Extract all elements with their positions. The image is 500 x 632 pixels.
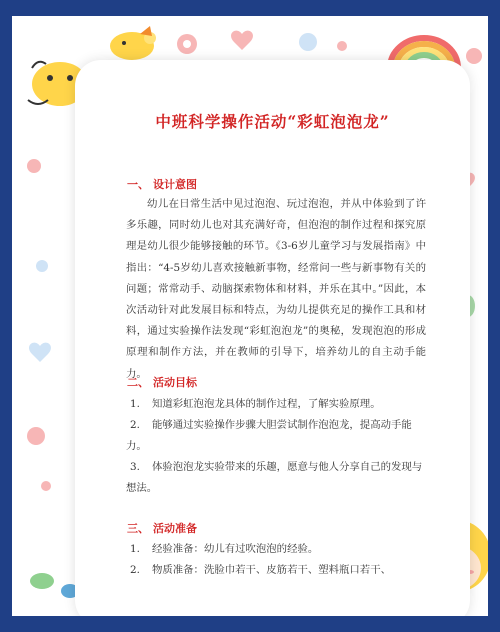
list-text: 物质准备：洗脸巾若干、皮筋若干、塑料瓶口若干、	[152, 564, 391, 576]
decorated-paper	[12, 16, 488, 616]
list-item	[126, 457, 426, 499]
design-intent-paragraph: 幼儿在日常生活中见过泡泡、玩过泡泡，并从中体验到了许多乐趣，同时幼儿也对其充满好奇，但泡泡的制作过程和探究原理是幼儿很少能够接触的环节。《3-6岁儿童学习与发展指南》中指出：“4-5岁幼儿喜欢接触新事物，经常问一些与新事物有关的问题；常常动手、动脑探索物体和材料，并乐在其中。”因此，本次活动针对此发展目标和特点，为幼儿提供充足的操作工具和材料，通过实验操作法发现“彩虹泡泡龙”的奥秘，发现泡泡的形成原理和制作方法，并在教师的引导下，培养幼儿的自主动手能力。	[126, 198, 426, 380]
section-heading-activity-goals	[127, 374, 197, 390]
section-heading-design-intent	[127, 176, 197, 192]
content-card	[75, 60, 470, 616]
section-title: 活动准备	[153, 522, 197, 535]
list-text: 能够通过实验操作步骤大胆尝试制作泡泡龙，提高动手能力。	[126, 419, 412, 453]
page-title: 中班科学操作活动“彩虹泡泡龙”	[155, 112, 390, 131]
list-number: 2.	[130, 564, 140, 576]
section-number: 一、	[127, 178, 149, 191]
duck-decoration	[110, 26, 156, 60]
section-number: 二、	[127, 376, 149, 389]
section-heading-activity-prep	[127, 520, 197, 536]
section-title: 活动目标	[153, 376, 197, 389]
list-number: 1.	[130, 543, 140, 555]
list-text: 体验泡泡龙实验带来的乐趣，愿意与他人分享自己的发现与想法。	[126, 461, 423, 495]
section-title: 设计意图	[153, 178, 197, 191]
list-text: 经验准备：幼儿有过吹泡泡的经验。	[152, 543, 319, 555]
heart-decoration	[231, 31, 253, 50]
list-number: 1.	[130, 398, 140, 410]
section-number: 三、	[127, 522, 149, 535]
list-item	[126, 560, 426, 581]
list-item	[126, 415, 426, 457]
list-number: 2.	[130, 419, 140, 431]
list-item	[126, 394, 426, 415]
list-number: 3.	[130, 461, 140, 473]
list-item	[126, 539, 426, 560]
list-text: 知道彩虹泡泡龙具体的制作过程，了解实验原理。	[152, 398, 381, 410]
